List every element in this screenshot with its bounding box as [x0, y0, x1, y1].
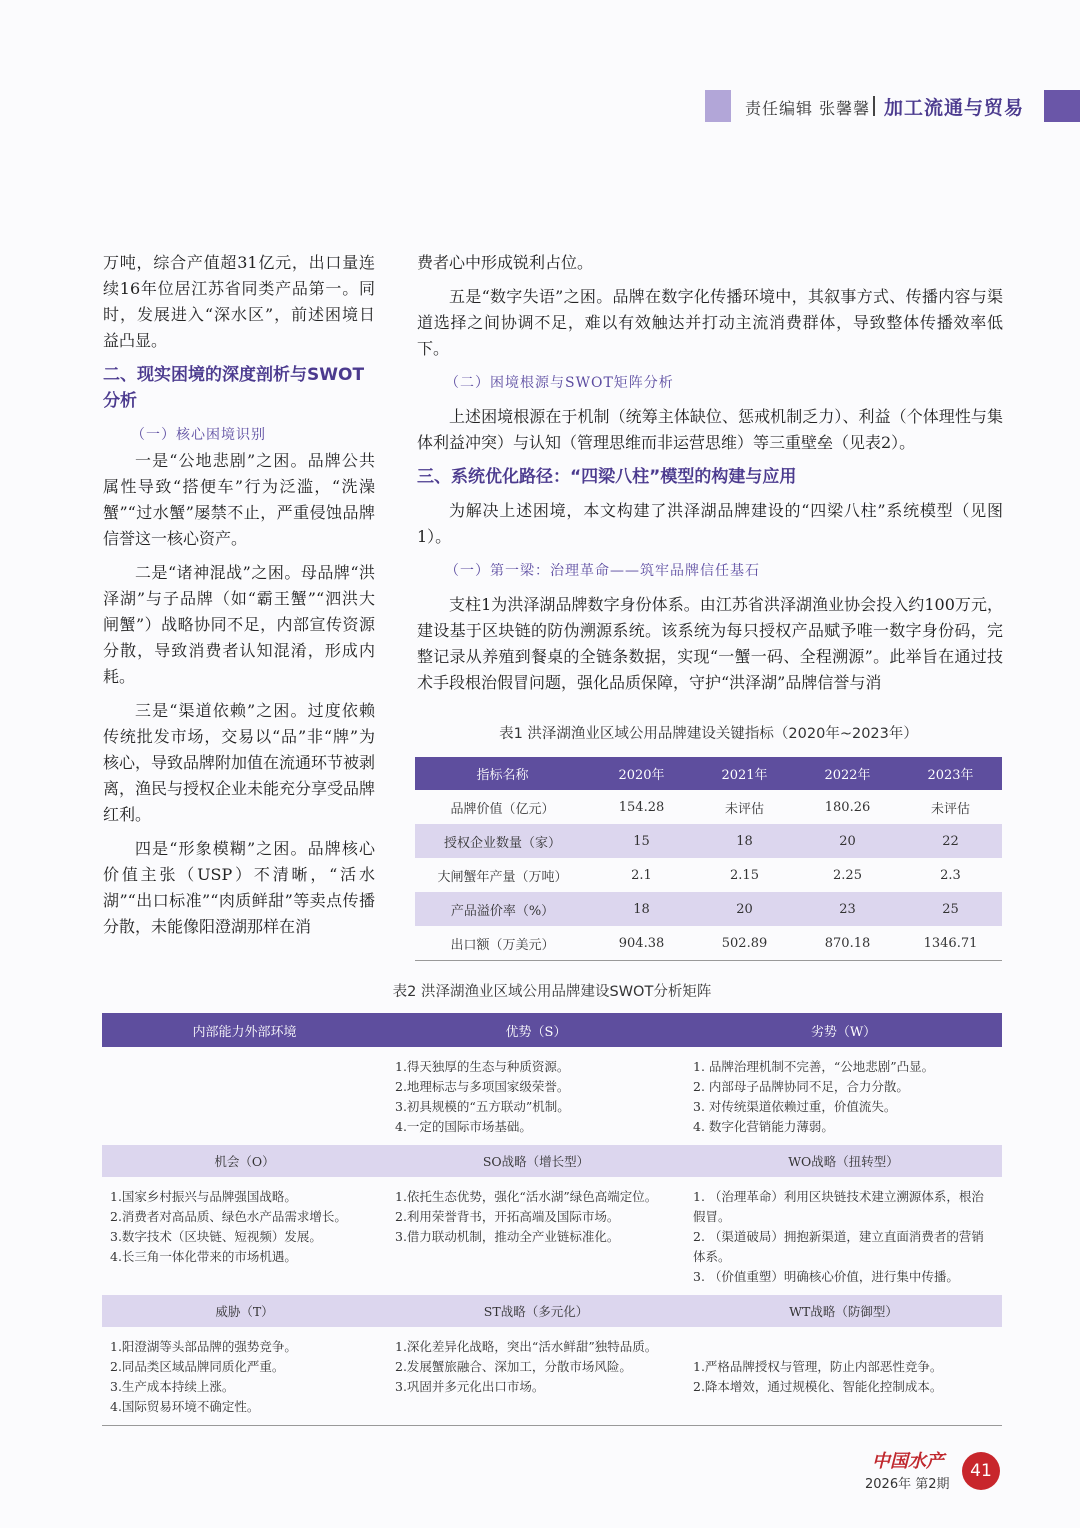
table-cell: 2.3 [940, 867, 961, 883]
paragraph: 三是“渠道依赖”之困。过度依赖传统批发市场，交易以“品”非“牌”为核心，导致品牌附加值在流通环节被剥离，渔民与授权企业未能充分享受品牌红利。 [103, 701, 376, 824]
st-header: ST战略（多元化） [387, 1295, 685, 1327]
table-header-row [415, 757, 1002, 790]
list-item: 3.初具规模的“五方联动”机制。 [395, 1099, 570, 1114]
list-item: 2.降本增效，通过规模化、智能化控制成本。 [693, 1379, 943, 1394]
magazine-logo: 中国水产 [872, 1451, 944, 1472]
table-cell: 产品溢价率（%） [415, 892, 590, 926]
list-item: 1.严格品牌授权与管理，防止内部恶性竞争。 [693, 1359, 943, 1374]
list-item: 1.得天独厚的生态与种质资源。 [395, 1059, 570, 1074]
list-item: 4.长三角一体化带来的市场机遇。 [110, 1249, 297, 1264]
page-number-badge: 41 [962, 1452, 1000, 1490]
wo-header: WO战略（扭转型） [685, 1145, 1002, 1177]
table2-caption: 表2 洪泽湖渔业区域公用品牌建设SWOT分析矩阵 [392, 984, 712, 1000]
list-item: 1. 品牌治理机制不完善，“公地悲剧”凸显。 [693, 1059, 935, 1074]
list-item: 1.深化差异化战略，突出“活水鲜甜”独特品质。 [395, 1339, 658, 1354]
list-item: 3.借力联动机制，推动全产业链标准化。 [395, 1229, 620, 1244]
list-item: 2. （渠道破局）拥抱新渠道，建立直面消费者的营销体系。 [693, 1229, 984, 1264]
left-column [103, 250, 375, 940]
table-cell: 2.15 [730, 867, 759, 883]
list-item: 2.发展蟹旅融合、深加工，分散市场风险。 [395, 1359, 632, 1374]
list-item: 3. （价值重塑）明确核心价值，进行集中传播。 [693, 1269, 959, 1284]
table-header-cell: 优势（S） [387, 1013, 685, 1047]
table-cell: 品牌价值（亿元） [450, 801, 555, 817]
paragraph: 万吨，综合产值超31亿元，出口量连续16年位居江苏省同类产品第一。同时，发展进入“深水区”，前述困境日益凸显。 [103, 253, 375, 350]
table-cell: 180.26 [824, 799, 871, 815]
header-editor: 责任编辑 张馨馨 [745, 99, 871, 118]
table-header-cell: 内部能力外部环境 [102, 1013, 387, 1047]
table-header-cell: 2021年 [693, 757, 796, 790]
list-item: 3.巩固并多元化出口市场。 [395, 1379, 545, 1394]
right-column [417, 250, 1003, 696]
opportunities-cell [102, 1177, 387, 1295]
table-row [102, 1047, 1002, 1145]
header-decor-square [705, 90, 731, 122]
list-item: 3.生产成本持续上涨。 [110, 1379, 235, 1394]
table-cell: 18 [590, 892, 693, 926]
table-row [415, 824, 1002, 858]
table-cell: 20 [693, 892, 796, 926]
header-section-title: 加工流通与贸易 [884, 97, 1025, 119]
header-divider [873, 96, 875, 116]
st-cell [387, 1327, 685, 1426]
table-cell: 870.18 [796, 926, 899, 961]
table-header-cell: 2022年 [796, 757, 899, 790]
table-cell: 未评估 [724, 801, 764, 817]
table-cell: 大闸蟹年产量（万吨） [437, 869, 568, 885]
so-cell [387, 1177, 685, 1295]
header-decor-tab [1044, 90, 1080, 122]
paragraph: 为解决上述困境，本文构建了洪泽湖品牌建设的“四梁八柱”系统模型（见图1）。 [417, 501, 1003, 546]
table-row [415, 858, 1002, 892]
list-item: 2.利用荣誉背书，开拓高端及国际市场。 [395, 1209, 620, 1224]
list-item: 1.依托生态优势，强化“活水湖”绿色高端定位。 [395, 1189, 658, 1204]
paragraph: 支柱1为洪泽湖品牌数字身份体系。由江苏省洪泽湖渔业协会投入约100万元，建设基于区块链的防伪溯源系统。该系统为每只授权产品赋予唯一数字身份码，完整记录从养殖到餐桌的全链条数据，实现“一蟹一码、全程溯源”。此举旨在通过技术手段根治假冒问题，强化品质保障，守护“洪泽湖”品牌信誉与消 [417, 595, 1003, 692]
list-item: 4. 数字化营销能力薄弱。 [693, 1119, 834, 1134]
list-item: 3.数字技术（区块链、短视频）发展。 [110, 1229, 322, 1244]
table-cell: 出口额（万美元） [415, 926, 590, 961]
table-row [415, 892, 1002, 926]
section-heading: 二、现实困境的深度剖析与SWOT分析 [103, 365, 365, 411]
list-item: 2.地理标志与多项国家级荣誉。 [395, 1079, 570, 1094]
table-cell: 904.38 [590, 926, 693, 961]
table-cell: 未评估 [930, 801, 970, 817]
paragraph: 费者心中形成锐利占位。 [417, 253, 594, 272]
wt-header: WT战略（防御型） [685, 1295, 1002, 1327]
wt-cell [685, 1327, 1002, 1426]
issue-label: 2026年 第2期 [865, 1477, 950, 1492]
table-cell: 22 [899, 824, 1002, 858]
list-item: 2.同品类区域品牌同质化严重。 [110, 1359, 285, 1374]
so-header: SO战略（增长型） [387, 1145, 685, 1177]
subsection-heading: （一）第一梁：治理革命——筑牢品牌信任基石 [445, 563, 760, 579]
paragraph: 上述困境根源在于机制（统筹主体缺位、惩戒机制乏力）、利益（个体理性与集体利益冲突）与认知（管理思维而非运营思维）等三重壁垒（见表2）。 [417, 407, 1003, 452]
table-cell: 2.25 [833, 867, 862, 883]
table-row [102, 1327, 1002, 1426]
table-row [415, 926, 1002, 961]
wo-cell [685, 1177, 1002, 1295]
table-cell: 1346.71 [899, 926, 1002, 961]
list-item: 1.国家乡村振兴与品牌强国战略。 [110, 1189, 297, 1204]
subsection-heading: （二）困境根源与SWOT矩阵分析 [445, 375, 674, 391]
threats-cell [102, 1327, 387, 1426]
list-item: 1.阳澄湖等头部品牌的强势竞争。 [110, 1339, 297, 1354]
table-cell: 18 [693, 824, 796, 858]
table-row [415, 790, 1002, 824]
table-row [102, 1177, 1002, 1295]
paragraph: 五是“数字失语”之困。品牌在数字化传播环境中，其叙事方式、传播内容与渠道选择之间协调不足，难以有效触达并打动主流消费群体，导致整体传播效率低下。 [417, 287, 1003, 358]
list-item: 2. 内部母子品牌协同不足，合力分散。 [693, 1079, 909, 1094]
strengths-cell [387, 1047, 685, 1145]
table-cell: 25 [899, 892, 1002, 926]
paragraph: 一是“公地悲剧”之困。品牌公共属性导致“搭便车”行为泛滥，“洗澡蟹”“过水蟹”屡禁不止，严重侵蚀品牌信誉这一核心资产。 [103, 451, 375, 548]
table-subheader-row [102, 1145, 1002, 1177]
weaknesses-cell [685, 1047, 1002, 1145]
list-item: 2.消费者对高品质、绿色水产品需求增长。 [110, 1209, 347, 1224]
table2-swot [102, 1013, 1002, 1426]
list-item: 1. （治理革命）利用区块链技术建立溯源体系，根治假冒。 [693, 1189, 984, 1224]
table-cell: 23 [796, 892, 899, 926]
table1-caption: 表1 洪泽湖渔业区域公用品牌建设关键指标（2020年~2023年） [499, 726, 918, 742]
table-header-row [102, 1013, 1002, 1047]
table-header-cell: 指标名称 [415, 757, 590, 790]
section-heading: 三、系统优化路径：“四梁八柱”模型的构建与应用 [417, 467, 797, 487]
list-item: 3. 对传统渠道依赖过重，价值流失。 [693, 1099, 897, 1114]
subsection-heading: （一）核心困境识别 [131, 427, 266, 443]
table-cell: 15 [590, 824, 693, 858]
list-item: 4.一定的国际市场基础。 [395, 1119, 532, 1134]
table-header-cell: 2023年 [899, 757, 1002, 790]
table-cell-empty [102, 1047, 387, 1145]
table1 [415, 757, 1002, 961]
table-header-cell: 2020年 [590, 757, 693, 790]
opportunities-header: 机会（O） [102, 1145, 387, 1177]
table-cell: 20 [796, 824, 899, 858]
threats-header: 威胁（T） [102, 1295, 387, 1327]
list-item: 4.国际贸易环境不确定性。 [110, 1399, 260, 1414]
paragraph: 四是“形象模糊”之困。品牌核心价值主张（USP）不清晰，“活水湖”“出口标准”“肉质鲜甜”等卖点传播分散，未能像阳澄湖那样在消 [103, 839, 375, 936]
table-cell: 154.28 [618, 799, 665, 815]
table-subheader-row [102, 1295, 1002, 1327]
table-cell: 授权企业数量（家） [415, 824, 590, 858]
table-header-cell: 劣势（W） [685, 1013, 1002, 1047]
paragraph: 二是“诸神混战”之困。母品牌“洪泽湖”与子品牌（如“霸王蟹”“泗洪大闸蟹”）战略协同不足，内部宣传资源分散，导致消费者认知混淆，形成内耗。 [103, 563, 375, 686]
table-cell: 502.89 [693, 926, 796, 961]
table-cell: 2.1 [631, 867, 652, 883]
